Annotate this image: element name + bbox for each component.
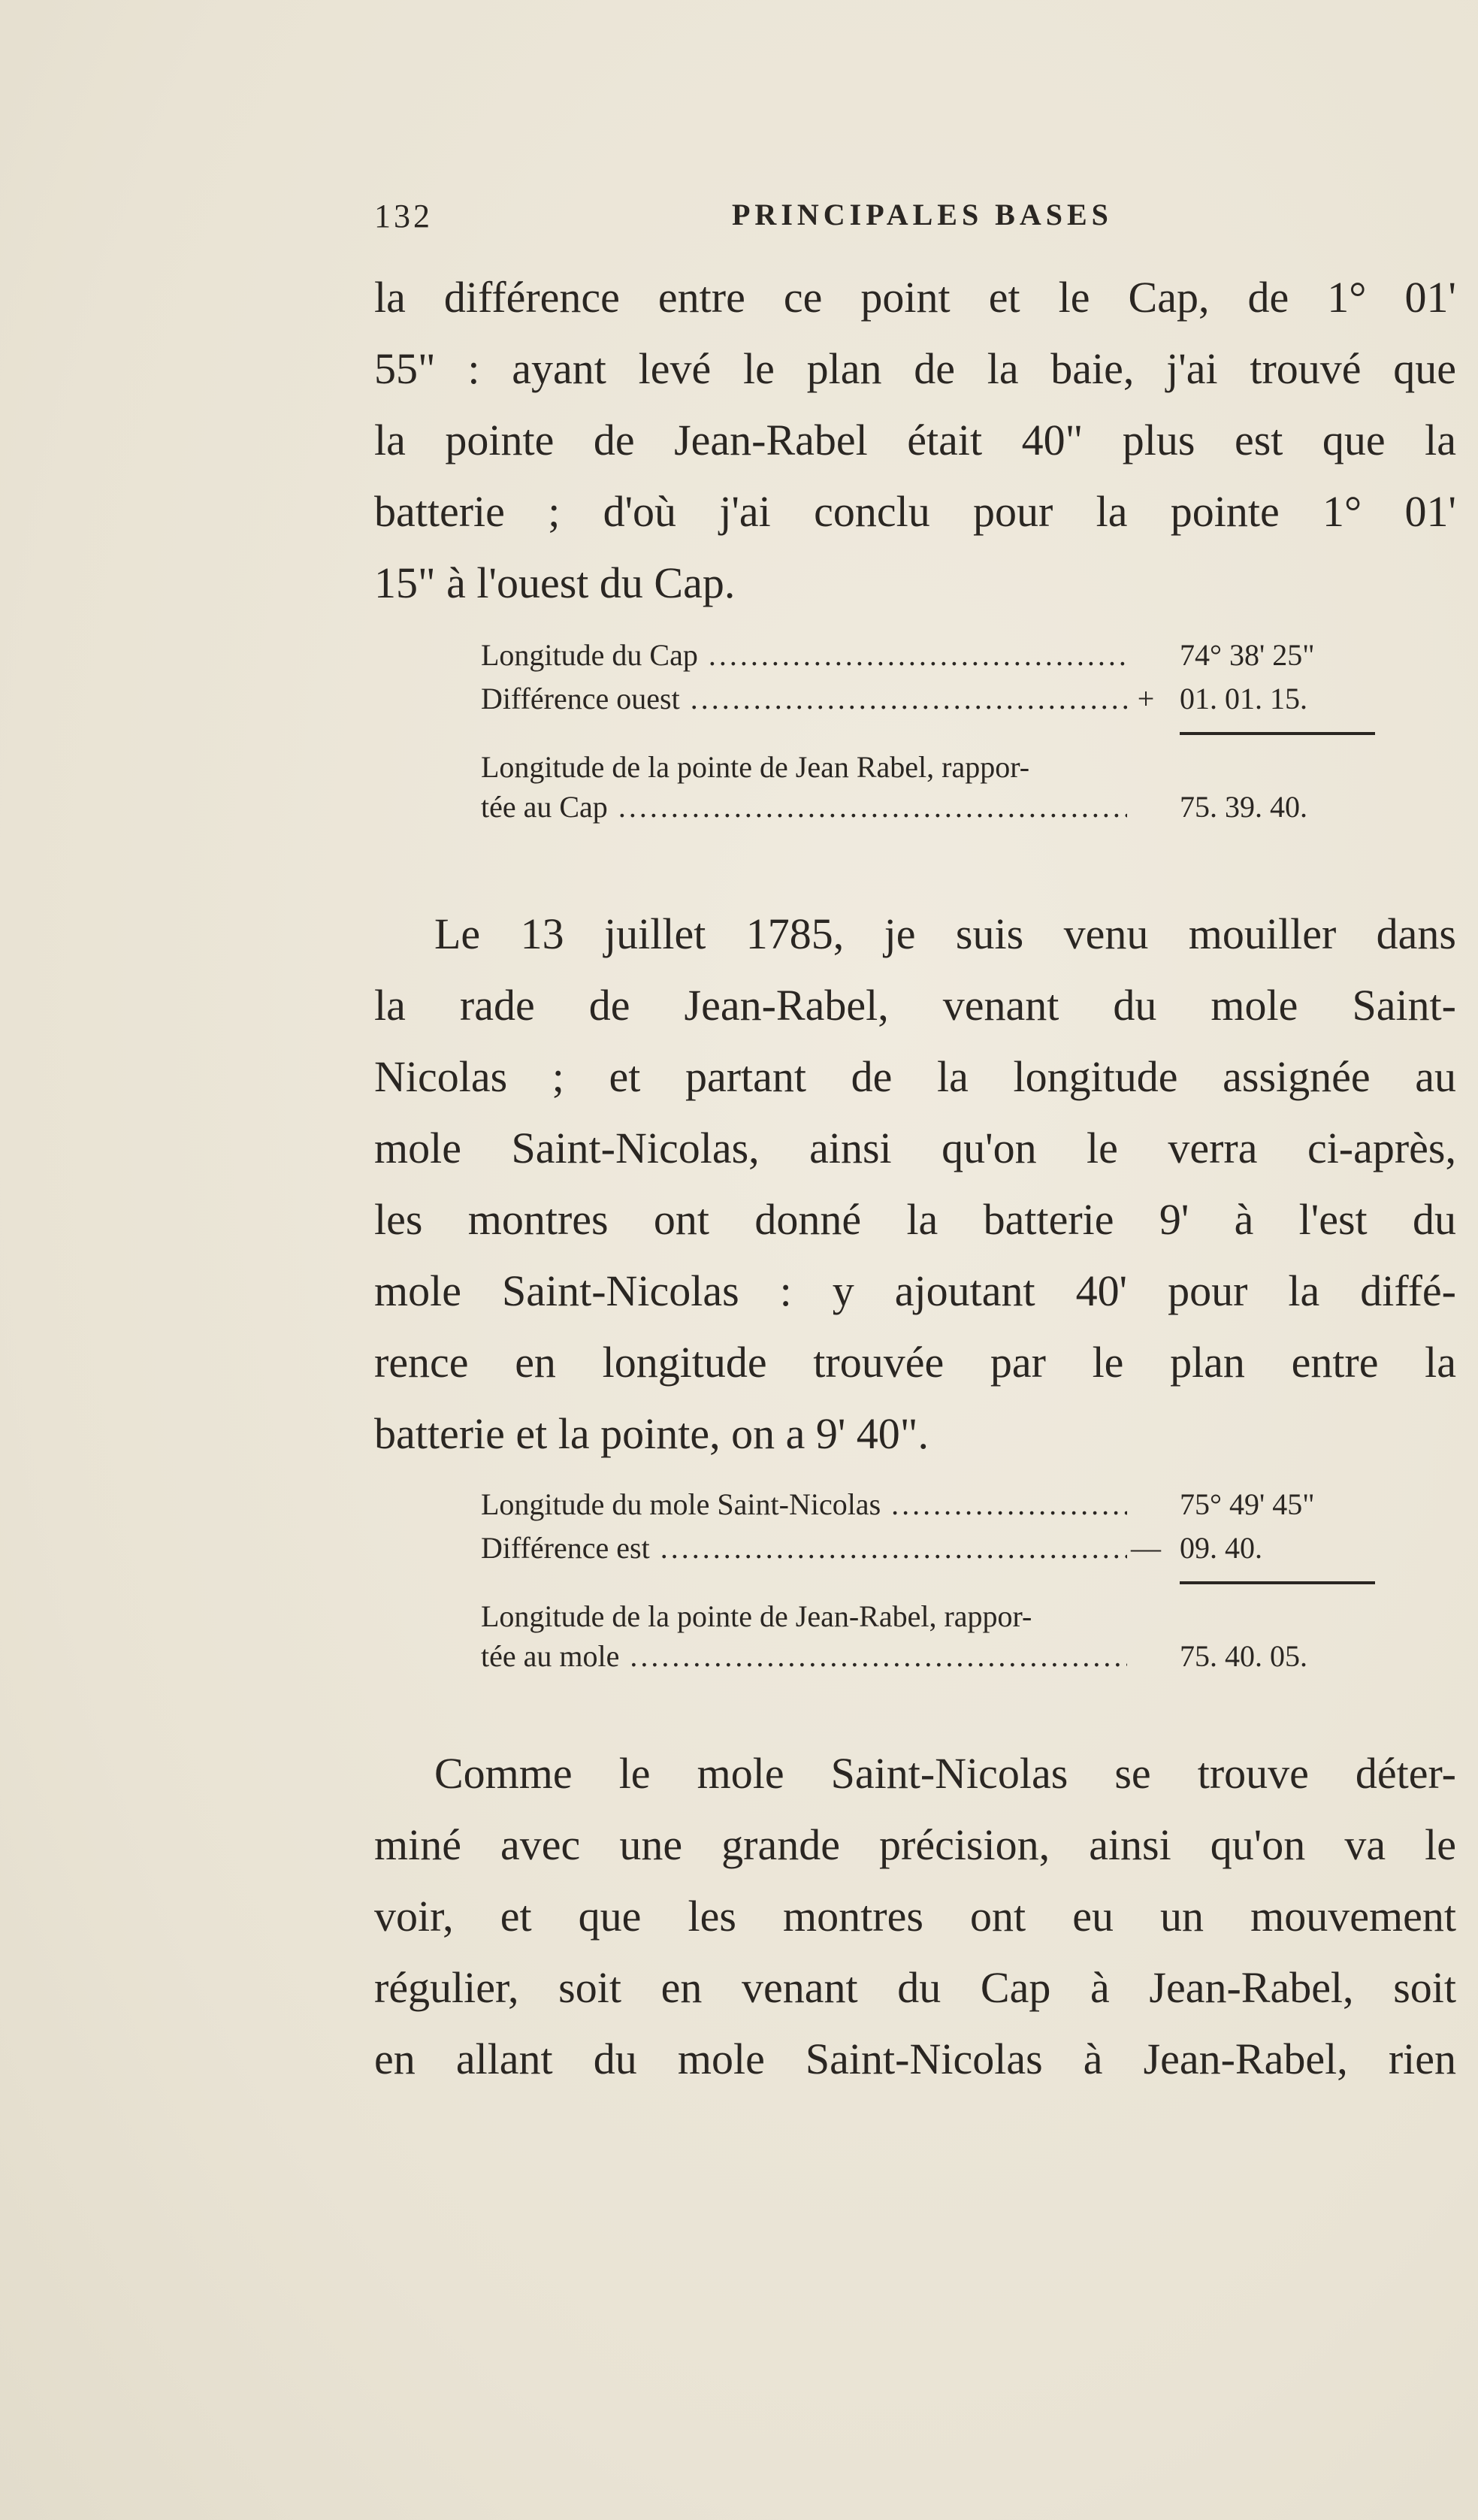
text-line: miné avec une grande précision, ainsi qu'on va le [374, 1820, 1456, 1869]
row-operator: — [1131, 1531, 1161, 1565]
text-line: la rade de Jean-Rabel, venant du mole Saint- [374, 981, 1456, 1030]
result-value: 75. 40. 05. [1180, 1639, 1307, 1673]
text-line: en allant du mole Saint-Nicolas à Jean-Rabel, rien [374, 2034, 1456, 2083]
paragraph-1 [374, 262, 1456, 619]
paragraph-2 [374, 898, 1456, 1469]
sum-rule [1180, 732, 1375, 735]
text-line: Comme le mole Saint-Nicolas se trouve déter- [434, 1749, 1456, 1798]
table-row [481, 1530, 1375, 1574]
page-header [374, 197, 1456, 242]
text-line: la pointe de Jean-Rabel était 40" plus est que la [374, 416, 1456, 464]
row-operator: + [1137, 682, 1155, 715]
result-row [481, 789, 1375, 833]
text-line: mole Saint-Nicolas, ainsi qu'on le verra ci-après, [374, 1124, 1456, 1172]
text-line: batterie ; d'où j'ai conclu pour la pointe 1° 01' [374, 487, 1456, 536]
table-row [481, 681, 1375, 725]
text-line: régulier, soit en venant du Cap à Jean-Rabel, soit [374, 1963, 1456, 2012]
row-label: Longitude du Cap ..... [481, 637, 1127, 673]
result-row [481, 1638, 1375, 1682]
text-line: mole Saint-Nicolas : y ajoutant 40' pour la diffé- [374, 1266, 1456, 1315]
running-title: PRINCIPALES BASES [732, 198, 1113, 231]
longitude-table-1 [481, 637, 1375, 833]
result-label: Longitude de la pointe de Jean Rabel, rappor- [481, 750, 1030, 784]
paragraph-3 [374, 1738, 1456, 2095]
result-value: 75. 39. 40. [1180, 790, 1307, 824]
text-line: Nicolas ; et partant de la longitude assignée au [374, 1052, 1456, 1101]
text-line: les montres ont donné la batterie 9' à l'est du [374, 1195, 1456, 1244]
text-line: batterie et la pointe, on a 9' 40". [374, 1409, 929, 1458]
text-line: la différence entre ce point et le Cap, de 1° 01' [374, 273, 1456, 322]
text-line: 15" à l'ouest du Cap. [374, 558, 736, 607]
row-value: 74° 38' 25" [1180, 638, 1315, 672]
text-line: 55" : ayant levé le plan de la baie, j'ai trouvé que [374, 344, 1456, 393]
row-value: 09. 40. [1180, 1531, 1262, 1565]
result-label-cont: tée au Cap ..... [481, 789, 1127, 824]
row-value: 01. 01. 15. [1180, 682, 1307, 715]
result-label: Longitude de la pointe de Jean-Rabel, rappor- [481, 1599, 1032, 1633]
row-label: Différence est ..... [481, 1530, 1127, 1566]
row-label: Différence ouest ..... [481, 681, 1127, 716]
text-line: Le 13 juillet 1785, je suis venu mouiller dans [434, 909, 1456, 958]
row-label: Longitude du mole Saint-Nicolas ..... [481, 1487, 1127, 1522]
text-line: voir, et que les montres ont eu un mouvement [374, 1892, 1456, 1941]
page-number: 132 [374, 198, 433, 234]
table-row [481, 637, 1375, 681]
longitude-table-2 [481, 1487, 1375, 1682]
text-line: rence en longitude trouvée par le plan entre la [374, 1338, 1456, 1387]
sum-rule [1180, 1581, 1375, 1584]
result-label-cont: tée au mole ..... [481, 1638, 1127, 1674]
row-value: 75° 49' 45" [1180, 1487, 1315, 1521]
table-row [481, 1487, 1375, 1530]
